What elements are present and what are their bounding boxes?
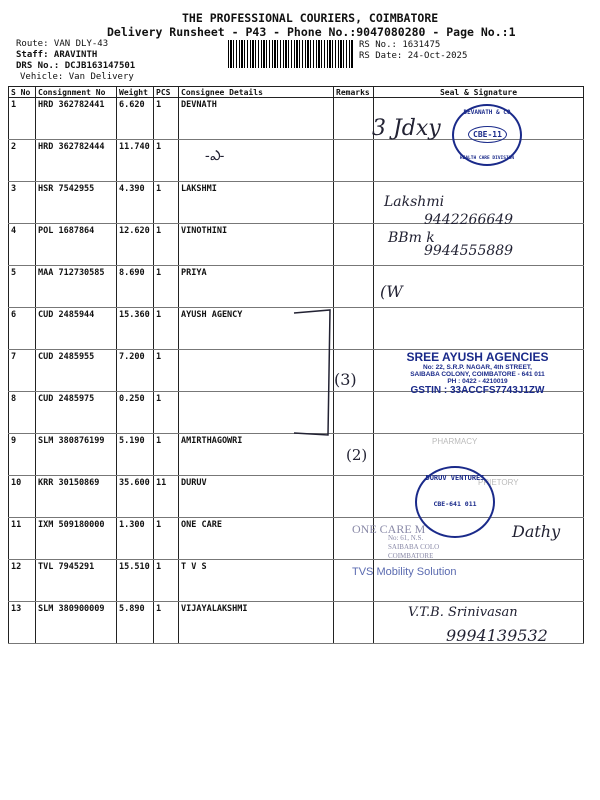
- devanath-bottom: HEALTH CARE DIVISION: [459, 156, 515, 161]
- ayush-stamp: [390, 350, 565, 396]
- cell-consignee: PRIYA: [179, 266, 334, 308]
- table-row: [9, 560, 584, 602]
- cell-pcs: 1: [154, 392, 179, 434]
- table-row: [9, 518, 584, 560]
- cell-pcs: 1: [154, 350, 179, 392]
- cell-consignee: DURUV: [179, 476, 334, 518]
- cell-consignment-no: SLM 380900009: [36, 602, 117, 644]
- drs-number: DRS No.: DCJB163147501: [16, 61, 136, 71]
- cell-weight: 5.890: [117, 602, 154, 644]
- col-signature: Seal & Signature: [374, 87, 584, 98]
- cell-sno: 2: [9, 140, 36, 182]
- cell-consignment-no: HSR 7542955: [36, 182, 117, 224]
- cell-consignee: AYUSH AGENCY: [179, 308, 334, 350]
- signature-13-name: V.T.B. Srinivasan: [408, 605, 518, 620]
- cell-weight: 12.620: [117, 224, 154, 266]
- cell-weight: 0.250: [117, 392, 154, 434]
- cell-pcs: 1: [154, 182, 179, 224]
- onecare-line4: COIMBATORE: [388, 552, 434, 560]
- signature-7-8: (3): [334, 370, 357, 389]
- cell-consignee: T V S: [179, 560, 334, 602]
- cell-pcs: 1: [154, 140, 179, 182]
- tvs-stamp: TVS Mobility Solution: [352, 566, 457, 578]
- duruv-center: CBE-641 011: [433, 500, 477, 508]
- cell-sno: 6: [9, 308, 36, 350]
- cell-consignment-no: TVL 7945291: [36, 560, 117, 602]
- devanath-center: CBE-11: [468, 126, 507, 143]
- cell-sno: 7: [9, 350, 36, 392]
- cell-sno: 4: [9, 224, 36, 266]
- signature-2: -ఎ-: [205, 148, 225, 164]
- ayush-name: SREE AYUSH AGENCIES: [406, 350, 549, 364]
- signature-4-phone: 9944555889: [424, 243, 514, 259]
- cell-remarks: [334, 602, 374, 644]
- col-remarks: Remarks: [334, 87, 374, 98]
- cell-consignee: ONE CARE: [179, 518, 334, 560]
- cell-remarks: [334, 98, 374, 140]
- signature-1: 3 Jdxy: [372, 116, 441, 141]
- onecare-line2: No: 61, N.S.: [388, 534, 424, 542]
- cell-pcs: 1: [154, 434, 179, 476]
- cell-consignee: AMIRTHAGOWRI: [179, 434, 334, 476]
- cell-pcs: 1: [154, 308, 179, 350]
- cell-sno: 8: [9, 392, 36, 434]
- table-row: [9, 266, 584, 308]
- onecare-line3: SAIBABA COLO: [388, 543, 440, 551]
- cell-sno: 5: [9, 266, 36, 308]
- cell-consignment-no: MAA 712730585: [36, 266, 117, 308]
- cell-weight: 15.510: [117, 560, 154, 602]
- cell-remarks: [334, 308, 374, 350]
- col-weight: Weight: [117, 87, 154, 98]
- cell-sno: 9: [9, 434, 36, 476]
- runsheet-subtitle: Delivery Runsheet - P43 - Phone No.:9047080280 - Page No.:1: [107, 25, 516, 39]
- pharmacy-stamp-faint: PHARMACY: [432, 437, 478, 446]
- cell-remarks: [334, 224, 374, 266]
- cell-signature: [374, 434, 584, 476]
- cell-weight: 5.190: [117, 434, 154, 476]
- bracket-stroke: [290, 305, 338, 440]
- cell-sno: 11: [9, 518, 36, 560]
- col-pcs: PCS: [154, 87, 179, 98]
- cell-remarks: [334, 140, 374, 182]
- cell-sno: 13: [9, 602, 36, 644]
- cell-consignment-no: CUD 2485975: [36, 392, 117, 434]
- cell-pcs: 1: [154, 98, 179, 140]
- devanath-seal: [452, 104, 522, 166]
- cell-pcs: 1: [154, 560, 179, 602]
- duruv-ring: DURUV VENTURES: [425, 474, 485, 482]
- col-consignee: Consignee Details: [179, 87, 334, 98]
- ayush-phone: PH : 0422 - 4210019: [447, 378, 508, 385]
- cell-weight: 8.690: [117, 266, 154, 308]
- ayush-address: No: 22, S.R.P. NAGAR, 4th STREET,: [423, 364, 532, 371]
- cell-weight: 35.600: [117, 476, 154, 518]
- vehicle: Vehicle: Van Delivery: [20, 72, 134, 82]
- cell-remarks: [334, 266, 374, 308]
- signature-5: (W: [380, 282, 403, 301]
- cell-consignment-no: CUD 2485955: [36, 350, 117, 392]
- col-sno: S No: [9, 87, 36, 98]
- col-consignment: Consignment No: [36, 87, 117, 98]
- signature-13-phone: 9994139532: [446, 626, 548, 645]
- cell-sno: 12: [9, 560, 36, 602]
- proprietor-stamp-faint: PRIETORY: [478, 478, 519, 487]
- onecare-stamp: [352, 522, 440, 561]
- cell-consignment-no: CUD 2485944: [36, 308, 117, 350]
- cell-consignment-no: IXM 509180000: [36, 518, 117, 560]
- cell-consignment-no: SLM 380876199: [36, 434, 117, 476]
- cell-sno: 10: [9, 476, 36, 518]
- cell-consignment-no: HRD 362782441: [36, 98, 117, 140]
- onecare-name: ONE CARE M: [352, 522, 426, 536]
- cell-pcs: 1: [154, 602, 179, 644]
- ayush-gstin: GSTIN : 33ACCFS7743J1ZW: [410, 385, 545, 396]
- cell-weight: 1.300: [117, 518, 154, 560]
- cell-pcs: 1: [154, 518, 179, 560]
- cell-sno: 1: [9, 98, 36, 140]
- staff: Staff: ARAVINTH: [16, 50, 98, 60]
- cell-weight: 7.200: [117, 350, 154, 392]
- signature-9: (2): [346, 446, 368, 464]
- ayush-area: SAIBABA COLONY, COIMBATORE - 641 011: [410, 371, 545, 378]
- cell-consignee: VINOTHINI: [179, 224, 334, 266]
- company-title: THE PROFESSIONAL COURIERS, COIMBATORE: [182, 11, 439, 25]
- cell-pcs: 1: [154, 266, 179, 308]
- cell-pcs: 1: [154, 224, 179, 266]
- cell-weight: 11.740: [117, 140, 154, 182]
- cell-consignee: VIJAYALAKSHMI: [179, 602, 334, 644]
- rs-date: RS Date: 24-Oct-2025: [359, 51, 468, 61]
- cell-consignee: [179, 140, 334, 182]
- cell-consignment-no: HRD 362782444: [36, 140, 117, 182]
- signature-3-phone: 9442266649: [424, 212, 514, 228]
- table-header-row: [9, 87, 584, 98]
- cell-weight: 15.360: [117, 308, 154, 350]
- cell-signature: [374, 308, 584, 350]
- signature-4-name: BBm k: [388, 230, 435, 246]
- cell-consignment-no: KRR 30150869: [36, 476, 117, 518]
- cell-signature: [374, 266, 584, 308]
- cell-remarks: [334, 182, 374, 224]
- cell-remarks: [334, 392, 374, 434]
- cell-weight: 6.620: [117, 98, 154, 140]
- rs-number: RS No.: 1631475: [359, 40, 441, 50]
- cell-sno: 3: [9, 182, 36, 224]
- devanath-ring: DEVANATH & CO: [463, 109, 511, 116]
- signature-11: Dathy: [512, 522, 561, 541]
- cell-consignee: LAKSHMI: [179, 182, 334, 224]
- cell-weight: 4.390: [117, 182, 154, 224]
- cell-remarks: [334, 476, 374, 518]
- signature-3-name: Lakshmi: [384, 194, 445, 210]
- cell-pcs: 11: [154, 476, 179, 518]
- cell-signature: [374, 392, 584, 434]
- cell-consignment-no: POL 1687864: [36, 224, 117, 266]
- barcode: [228, 40, 353, 68]
- route: Route: VAN DLY-43: [16, 39, 109, 49]
- cell-consignee: DEVNATH: [179, 98, 334, 140]
